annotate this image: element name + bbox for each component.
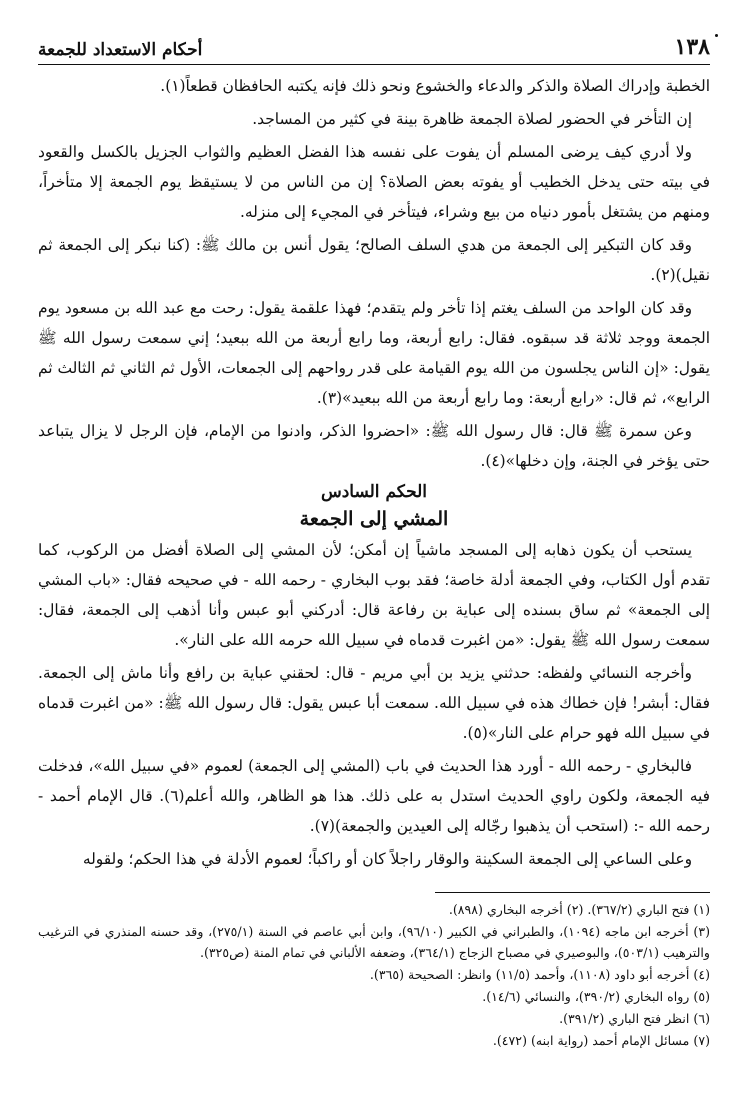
book-page <box>38 30 710 1052</box>
footnote: (٤) أخرجه أبو داود (١١٠٨)، وأحمد (١١/٥) وانظر: الصحيحة (٣٦٥). <box>369 967 710 982</box>
running-title: أحكام الاستعداد للجمعة <box>38 40 203 60</box>
body-paragraph: وقد كان الواحد من السلف يغتم إذا تأخر ولم يتقدم؛ فهذا علقمة يقول: رحت مع عبد الله بن مسعود يوم الجمعة ووجد ثلاثة قد سبقوه. فقال: رابع أربعة، وما رابع أربعة من الله ببعيد؛ إني سمعت رسول الله ﷺ يقول: «إن الناس يجلسون من الله يوم القيامة على قدر رواحهم إلى الجمعات، الأول ثم الثاني ثم الثالث ثم الرابع»، ثم قال: «رابع أربعة: وما رابع أربعة من الله ببعيد»(٣). <box>38 299 710 407</box>
body-paragraph: إن التأخر في الحضور لصلاة الجمعة ظاهرة بينة في كثير من المساجد. <box>252 110 692 128</box>
footnote: (٦) انظر فتح الباري (٣٩١/٢). <box>559 1011 710 1026</box>
body-paragraph: فالبخاري - رحمه الله - أورد هذا الحديث في باب (المشي إلى الجمعة) لعموم «في سبيل الله»، فدخلت فيه الجمعة، ولكون راوي الحديث استدل به على ذلك. هذا هو الظاهر، والله أعلم(٦). قال الإمام أحمد - رحمه الله -: (استحب أن يذهبوا رجّاله إلى العيدين والجمعة)(٧). <box>38 757 710 835</box>
body-paragraph: الخطبة وإدراك الصلاة والذكر والدعاء والخشوع ونحو ذلك فإنه يكتبه الحافظان قطعاً(١). <box>160 77 710 95</box>
body-paragraph: ولا أدري كيف يرضى المسلم أن يفوت على نفسه هذا الفضل العظيم والثواب الجزيل بالكسل والقعود في بيته حتى يدخل الخطيب أو يفوته بعض الصلاة؟ إن من الناس من لا يستيقظ يوم الجمعة إلا متأخراً، ومنهم من يشتغل بأمور دنياه من بيع وشراء، فيتأخر في المجيء إلى منزله. <box>38 143 710 221</box>
margin-mark <box>715 34 718 37</box>
footnote: (٧) مسائل الإمام أحمد (رواية ابنه) (٤٧٢). <box>492 1033 710 1048</box>
section-heading: الحكم السادس <box>320 482 428 502</box>
footnote: (٥) رواه البخاري (٣٩٠/٢)، والنسائي (١٤/٦). <box>482 989 710 1004</box>
section-subheading: المشي إلى الجمعة <box>299 508 449 530</box>
body-paragraph: وعلى الساعي إلى الجمعة السكينة والوقار راجلاً كان أو راكباً؛ لعموم الأدلة في هذا الحكم؛ ولقوله <box>82 850 692 868</box>
page-number: ١٣٨ <box>674 34 710 60</box>
body-paragraph: وعن سمرة ﷺ قال: قال رسول الله ﷺ: «احضروا الذكر، وادنوا من الإمام، فإن الرجل لا يزال يتباعد حتى يؤخر في الجنة، وإن دخلها»(٤). <box>38 422 710 470</box>
footnote: (٣) أخرجه ابن ماجه (١٠٩٤)، والطبراني في الكبير (٩٦/١٠)، وابن أبي عاصم في السنة (٢٧٥/١)، وقد حسنه المنذري في الترغيب والترهيب (٥٠٣/١)، والبوصيري في مصباح الزجاج (٣٦٤/١)، وضعفه الألباني في تمام المنة (ص٣٢٥). <box>38 924 710 960</box>
body-paragraph: وأخرجه النسائي ولفظه: حدثني يزيد بن أبي مريم - قال: لحقني عباية بن رافع وأنا ماش إلى الجمعة. فقال: أبشر! فإن خطاك هذه في سبيل الله. سمعت أبا عبس يقول: قال رسول الله ﷺ: «من اغبرت قدماه في سبيل الله فهو حرام على النار»(٥). <box>38 664 710 742</box>
body-paragraph: وقد كان التبكير إلى الجمعة من هدي السلف الصالح؛ يقول أنس بن مالك ﷺ: (كنا نبكر إلى الجمعة ثم نقيل)(٢). <box>38 236 710 284</box>
body-paragraph: يستحب أن يكون ذهابه إلى المسجد ماشياً إن أمكن؛ لأن المشي إلى الصلاة أفضل من الركوب، كما تقدم أول الكتاب، وفي الجمعة أدلة خاصة؛ فقد بوب البخاري - رحمه الله - في صحيحه فقال: «باب المشي إلى الجمعة» ثم ساق بسنده إلى عباية بن رفاعة قال: أدركني أبو عبس وأنا أذهب إلى الجمعة، فقال: سمعت رسول الله ﷺ يقول: «من اغبرت قدماه في سبيل الله حرمه الله على النار». <box>38 541 710 649</box>
footnote-separator <box>435 892 710 893</box>
footnote: (١) فتح الباري (٣٦٧/٢). (٢) أخرجه البخاري (٨٩٨). <box>448 902 710 917</box>
running-header <box>38 30 710 65</box>
